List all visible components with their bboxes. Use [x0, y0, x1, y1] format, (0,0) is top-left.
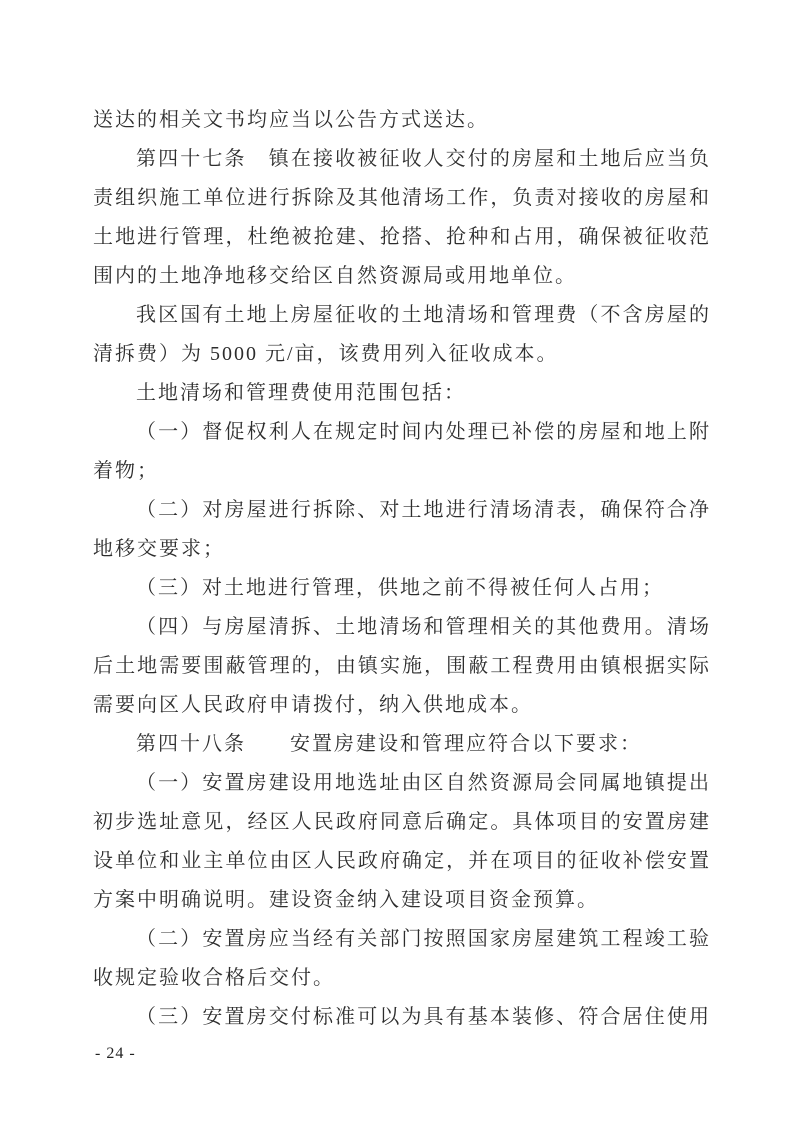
text-line: 责组织施工单位进行拆除及其他清场工作，负责对接收的房屋和	[93, 187, 711, 209]
page-number: - 24 -	[95, 1045, 136, 1062]
text-line: 收规定验收合格后交付。	[93, 967, 335, 989]
text-line-article-47: 第四十七条 镇在接收被征收人交付的房屋和土地后应当负	[136, 148, 711, 170]
text-line: 清拆费）为 5000 元/亩，该费用列入征收成本。	[93, 343, 559, 365]
text-line: 方案中明确说明。建设资金纳入建设项目资金预算。	[93, 889, 599, 911]
text-line: 送达的相关文书均应当以公告方式送达。	[93, 109, 489, 131]
text-line: 我区国有土地上房屋征收的土地清场和管理费（不含房屋的	[136, 304, 711, 326]
text-line: 设单位和业主单位由区人民政府确定，并在项目的征收补偿安置	[93, 850, 711, 872]
text-line-article-48: 第四十八条 安置房建设和管理应符合以下要求：	[136, 733, 642, 755]
text-line-item-3: （三）对土地进行管理，供地之前不得被任何人占用；	[136, 577, 664, 599]
text-line: 需要向区人民政府申请拨付，纳入供地成本。	[93, 694, 533, 716]
text-line-item-1: （一）督促权利人在规定时间内处理已补偿的房屋和地上附	[136, 421, 711, 443]
text-line: 围内的土地净地移交给区自然资源局或用地单位。	[93, 265, 577, 287]
text-line-item-4: （四）与房屋清拆、土地清场和管理相关的其他费用。清场	[136, 616, 711, 638]
text-line: 后土地需要围蔽管理的，由镇实施，围蔽工程费用由镇根据实际	[93, 655, 711, 677]
text-line-item-1: （一）安置房建设用地选址由区自然资源局会同属地镇提出	[136, 772, 711, 794]
text-line-item-2: （二）对房屋进行拆除、对土地进行清场清表，确保符合净	[136, 499, 711, 521]
text-line: 地移交要求；	[93, 538, 225, 560]
text-line: 初步选址意见，经区人民政府同意后确定。具体项目的安置房建	[93, 811, 711, 833]
text-line-item-3: （三）安置房交付标准可以为具有基本装修、符合居住使用	[136, 1006, 711, 1028]
text-line: 着物；	[93, 460, 159, 482]
text-line: 土地清场和管理费使用范围包括：	[136, 382, 466, 404]
text-line: 土地进行管理，杜绝被抢建、抢搭、抢种和占用，确保被征收范	[93, 226, 711, 248]
text-line-item-2: （二）安置房应当经有关部门按照国家房屋建筑工程竣工验	[136, 928, 711, 950]
document-body	[93, 101, 711, 1037]
